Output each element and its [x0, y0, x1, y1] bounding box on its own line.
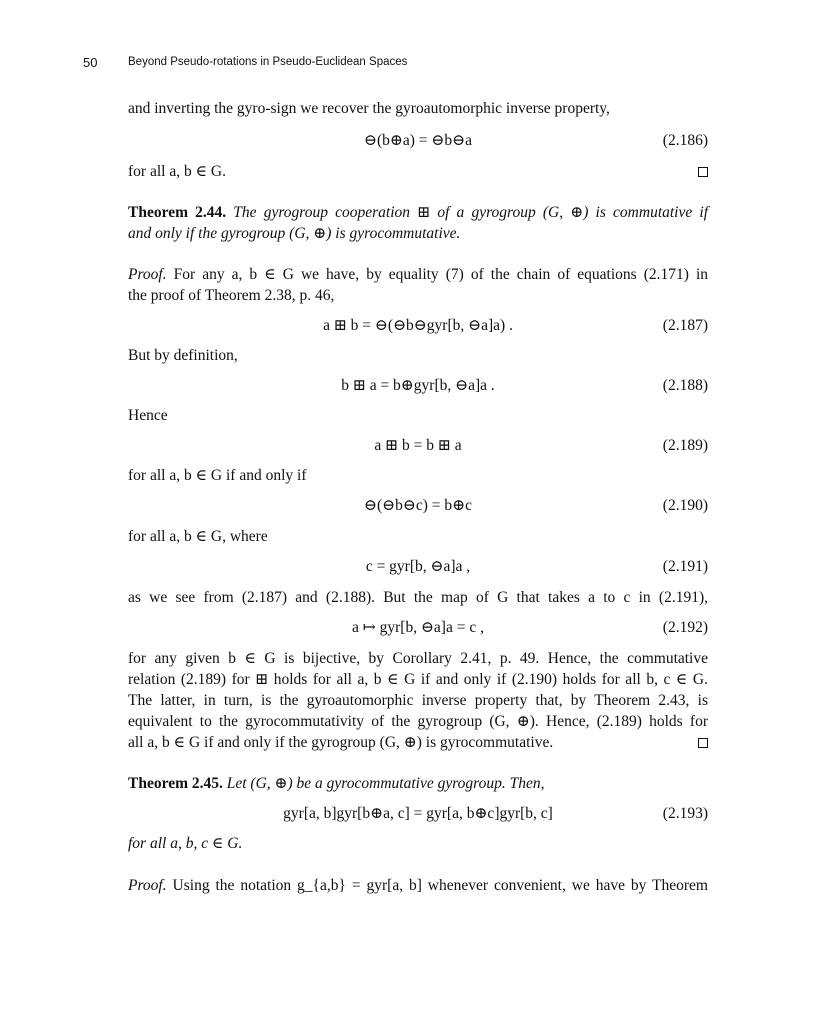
equation-2-193 — [128, 804, 708, 824]
equation-number: (2.188) — [662, 377, 708, 394]
equation-number: (2.193) — [662, 805, 708, 822]
map-line: as we see from (2.187) and (2.188). But the map of G that takes a to c in (2.191), — [128, 589, 708, 606]
equation-2-189 — [128, 436, 708, 456]
equation-expression: c = gyr[b, ⊖a]a , — [365, 558, 471, 575]
proof-2-line — [128, 876, 708, 896]
equation-expression: ⊖(⊖b⊖c) = b⊕c — [363, 497, 473, 514]
proof-text: Using the notation g_{a,b} = gyr[a, b] whenever convenient, we have by Theorem — [172, 877, 708, 894]
paragraph-line: equivalent to the gyrocommutativity of the gyrogroup (G, ⊕). Hence, (2.189) holds for — [128, 713, 708, 730]
equation-number: (2.189) — [662, 437, 708, 454]
equation-expression: a ↦ gyr[b, ⊖a]a = c , — [352, 619, 484, 636]
theorem-2-45-line — [128, 774, 708, 794]
paragraph-last-line — [128, 733, 708, 753]
equation-expression: a ⊞ b = ⊖(⊖b⊖gyr[b, ⊖a]a) . — [323, 317, 513, 334]
theorem-statement-cont: and only if the gyrogroup (G, ⊕) is gyrocommutative. — [128, 225, 461, 242]
equation-number: (2.187) — [662, 317, 708, 334]
where-line: for all a, b ∈ G, where — [128, 528, 268, 545]
paragraph-line: relation (2.189) for ⊞ holds for all a, b ∈ G if and only if (2.190) holds for all b, c ∈ G. — [128, 671, 708, 688]
equation-2-187 — [128, 316, 708, 336]
forall-text: for all a, b, c ∈ G. — [128, 835, 243, 852]
equation-2-191 — [128, 557, 708, 577]
paragraph-text: all a, b ∈ G if and only if the gyrogroup (G, ⊕) is gyrocommutative. — [128, 734, 554, 751]
theorem-2-44-line-1 — [128, 203, 708, 223]
equation-number: (2.186) — [662, 132, 708, 149]
equation-2-192 — [128, 618, 708, 638]
equation-expression: b ⊞ a = b⊕gyr[b, ⊖a]a . — [341, 377, 495, 394]
theorem-label: Theorem 2.45. — [128, 775, 223, 792]
forall-line-3 — [128, 834, 708, 854]
theorem-statement: The gyrogroup cooperation ⊞ of a gyrogroup (G, ⊕) is commutative if — [233, 204, 709, 221]
iff-line: for all a, b ∈ G if and only if — [128, 467, 307, 484]
paragraph-line: for any given b ∈ G is bijective, by Corollary 2.41, p. 49. Hence, the commutative — [128, 650, 708, 667]
equation-expression: a ⊞ b = b ⊞ a — [374, 437, 462, 454]
equation-2-188 — [128, 376, 708, 396]
theorem-statement: Let (G, ⊕) be a gyrocommutative gyrogroup. Then, — [226, 775, 545, 792]
qed-box — [698, 738, 708, 748]
paragraph-line: The latter, in turn, is the gyroautomorphic inverse property that, by Theorem 2.43, is — [128, 692, 708, 709]
equation-expression: ⊖(b⊕a) = ⊖b⊖a — [363, 132, 473, 149]
theorem-label: Theorem 2.44. — [128, 204, 227, 221]
equation-number: (2.192) — [662, 619, 708, 636]
equation-2-190 — [128, 496, 708, 516]
proof-line-2: the proof of Theorem 2.38, p. 46, — [128, 287, 335, 304]
proof-label: Proof. — [128, 266, 167, 283]
equation-number: (2.190) — [662, 497, 708, 514]
intro-line: and inverting the gyro-sign we recover the gyroautomorphic inverse property, — [128, 100, 610, 117]
forall-line-1 — [128, 162, 708, 182]
but-definition-line: But by definition, — [128, 347, 238, 364]
equation-2-186 — [128, 131, 708, 151]
proof-text: For any a, b ∈ G we have, by equality (7) of the chain of equations (2.171) in — [173, 266, 709, 283]
forall-text: for all a, b ∈ G. — [128, 163, 226, 180]
equation-number: (2.191) — [662, 558, 708, 575]
proof-label: Proof. — [128, 877, 167, 894]
equation-expression: gyr[a, b]gyr[b⊕a, c] = gyr[a, b⊕c]gyr[b, c] — [283, 805, 553, 822]
running-title: Beyond Pseudo-rotations in Pseudo-Euclidean Spaces — [128, 56, 408, 68]
hence-line: Hence — [128, 407, 168, 424]
qed-box — [698, 167, 708, 177]
proof-line-1 — [128, 265, 708, 285]
theorem-2-44-line-2 — [128, 224, 708, 244]
page-number: 50 — [83, 55, 98, 70]
